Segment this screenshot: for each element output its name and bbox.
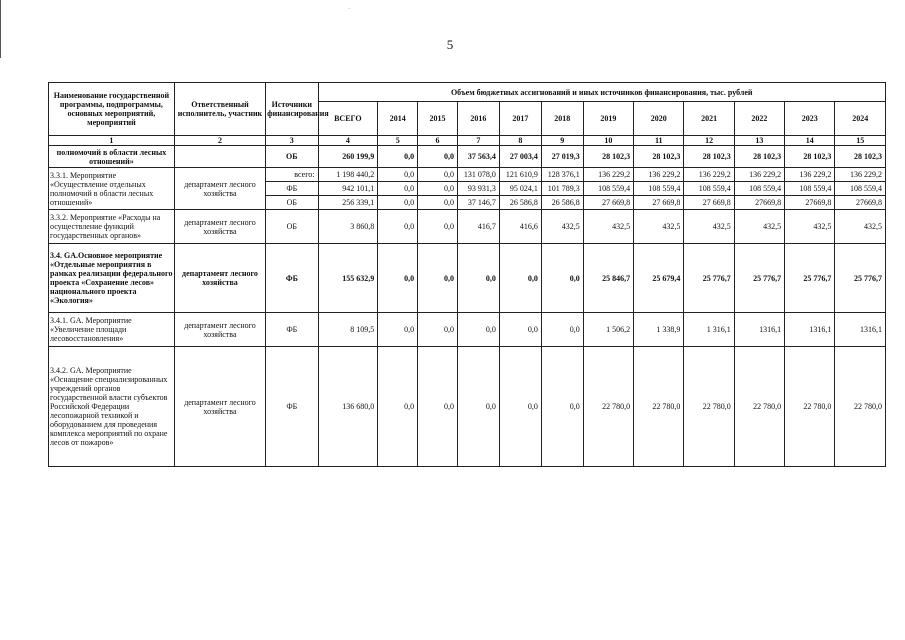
column-number: 6 (418, 136, 458, 146)
value-cell: 27669,8 (734, 196, 784, 210)
header-executor: Ответственный исполнитель, участник (174, 83, 265, 136)
row-source: ФБ (266, 244, 318, 313)
value-cell: 0,0 (378, 347, 418, 467)
value-cell: 28 102,3 (583, 146, 633, 168)
column-number: 4 (318, 136, 378, 146)
header-year: 2018 (541, 102, 583, 136)
value-cell: 136 229,2 (835, 168, 886, 182)
value-cell: 432,5 (785, 210, 835, 244)
value-cell: 37 146,7 (457, 196, 499, 210)
value-cell: 0,0 (378, 210, 418, 244)
value-cell: 0,0 (418, 244, 458, 313)
column-number: 11 (634, 136, 684, 146)
value-cell: 136 229,2 (583, 168, 633, 182)
value-cell: 136 229,2 (634, 168, 684, 182)
value-cell: 0,0 (457, 313, 499, 347)
header-year: 2021 (684, 102, 734, 136)
value-cell: 0,0 (418, 313, 458, 347)
table-row (49, 168, 886, 182)
value-cell: 27669,8 (835, 196, 886, 210)
value-cell: 27 019,3 (541, 146, 583, 168)
value-cell: 128 376,1 (541, 168, 583, 182)
row-source: всего: (266, 168, 318, 182)
value-cell: 22 780,0 (583, 347, 633, 467)
value-cell: 28 102,3 (785, 146, 835, 168)
value-cell: 22 780,0 (734, 347, 784, 467)
value-cell: 25 846,7 (583, 244, 633, 313)
value-cell: 37 563,4 (457, 146, 499, 168)
header-year: 2014 (378, 102, 418, 136)
table-row (49, 313, 886, 347)
row-source: ОБ (266, 146, 318, 168)
value-cell: 416,7 (457, 210, 499, 244)
value-cell: 0,0 (378, 168, 418, 182)
row-name: 3.4.1. GA. Мероприятие «Увеличение площади лесовосстановления» (49, 313, 175, 347)
column-number: 10 (583, 136, 633, 146)
header-year: 2022 (734, 102, 784, 136)
row-executor: департамент лесного хозяйства (174, 168, 265, 210)
value-cell: 260 199,9 (318, 146, 378, 168)
value-cell: 0,0 (499, 244, 541, 313)
value-cell: 22 780,0 (835, 347, 886, 467)
value-cell: 108 559,4 (684, 182, 734, 196)
value-cell: 22 780,0 (634, 347, 684, 467)
value-cell: 22 780,0 (684, 347, 734, 467)
value-cell: 108 559,4 (835, 182, 886, 196)
value-cell: 131 078,0 (457, 168, 499, 182)
header-name: Наименование государственной программы, подпрограммы, основных мероприятий, мероприятий (49, 83, 175, 136)
value-cell: 1 316,1 (684, 313, 734, 347)
table-body (49, 146, 886, 467)
scan-edge-line (0, 0, 1, 58)
column-number: 2 (174, 136, 265, 146)
value-cell: 155 632,9 (318, 244, 378, 313)
table-row (49, 244, 886, 313)
row-executor: департамент лесного хозяйства (174, 244, 265, 313)
column-number: 12 (684, 136, 734, 146)
column-number: 1 (49, 136, 175, 146)
value-cell: 0,0 (457, 347, 499, 467)
value-cell: 1316,1 (734, 313, 784, 347)
value-cell: 0,0 (418, 196, 458, 210)
value-cell: 25 776,7 (734, 244, 784, 313)
value-cell: 101 789,3 (541, 182, 583, 196)
value-cell: 0,0 (541, 347, 583, 467)
value-cell: 432,5 (541, 210, 583, 244)
value-cell: 0,0 (457, 244, 499, 313)
value-cell: 136 229,2 (734, 168, 784, 182)
value-cell: 0,0 (378, 182, 418, 196)
row-name: 3.4.2. GA. Мероприятие «Оснащение специализированных учреждений органов государственной власти субъектов Российской Федерации лесопожарной техникой и оборудованием для проведения комплекса мероприятий по охране лесов от пожаров» (49, 347, 175, 467)
value-cell: 0,0 (378, 244, 418, 313)
value-cell: 0,0 (418, 146, 458, 168)
value-cell: 27 669,8 (634, 196, 684, 210)
column-number: 9 (541, 136, 583, 146)
value-cell: 121 610,9 (499, 168, 541, 182)
row-name: 3.3.2. Мероприятие «Расходы на осуществление функций государственных органов» (49, 210, 175, 244)
column-number: 13 (734, 136, 784, 146)
scan-speck: · (348, 5, 351, 13)
value-cell: 22 780,0 (785, 347, 835, 467)
value-cell: 28 102,3 (684, 146, 734, 168)
header-total: ВСЕГО (318, 102, 378, 136)
value-cell: 136 229,2 (785, 168, 835, 182)
value-cell: 27 669,8 (583, 196, 633, 210)
value-cell: 25 776,7 (835, 244, 886, 313)
column-number: 5 (378, 136, 418, 146)
row-executor: департамент лесного хозяйства (174, 313, 265, 347)
value-cell: 256 339,1 (318, 196, 378, 210)
header-year: 2024 (835, 102, 886, 136)
value-cell: 27 003,4 (499, 146, 541, 168)
header-year: 2016 (457, 102, 499, 136)
column-number: 15 (835, 136, 886, 146)
value-cell: 432,5 (734, 210, 784, 244)
row-name: полномочий в области лесных отношений» (49, 146, 175, 168)
value-cell: 8 109,5 (318, 313, 378, 347)
row-executor (174, 146, 265, 168)
value-cell: 942 101,1 (318, 182, 378, 196)
value-cell: 432,5 (835, 210, 886, 244)
value-cell: 0,0 (499, 313, 541, 347)
value-cell: 26 586,8 (541, 196, 583, 210)
value-cell: 416,6 (499, 210, 541, 244)
value-cell: 0,0 (541, 313, 583, 347)
column-number-row (49, 136, 886, 146)
value-cell: 0,0 (499, 347, 541, 467)
row-name: 3.3.1. Мероприятие «Осуществление отдельных полномочий в области лесных отношений» (49, 168, 175, 210)
value-cell: 28 102,3 (835, 146, 886, 168)
row-name: 3.4. GA.Основное мероприятие «Отдельные мероприятия в рамках реализации федерального проекта «Сохранение лесов» национального проекта «Экология» (49, 244, 175, 313)
value-cell: 26 586,8 (499, 196, 541, 210)
value-cell: 27669,8 (785, 196, 835, 210)
value-cell: 0,0 (418, 347, 458, 467)
budget-table (48, 82, 886, 467)
value-cell: 25 776,7 (684, 244, 734, 313)
value-cell: 1316,1 (785, 313, 835, 347)
value-cell: 93 931,3 (457, 182, 499, 196)
value-cell: 0,0 (378, 313, 418, 347)
value-cell: 136 229,2 (684, 168, 734, 182)
value-cell: 108 559,4 (785, 182, 835, 196)
column-number: 7 (457, 136, 499, 146)
header-year: 2019 (583, 102, 633, 136)
row-executor: департамент лесного хозяйства (174, 210, 265, 244)
value-cell: 1316,1 (835, 313, 886, 347)
value-cell: 108 559,4 (634, 182, 684, 196)
header-row (49, 83, 886, 102)
row-source: ОБ (266, 196, 318, 210)
value-cell: 28 102,3 (734, 146, 784, 168)
value-cell: 0,0 (418, 182, 458, 196)
table-row (49, 146, 886, 168)
value-cell: 27 669,8 (684, 196, 734, 210)
header-year: 2023 (785, 102, 835, 136)
header-volume: Объем бюджетных ассигнований и иных источников финансирования, тыс. рублей (318, 83, 886, 102)
value-cell: 0,0 (378, 146, 418, 168)
value-cell: 432,5 (684, 210, 734, 244)
value-cell: 1 198 440,2 (318, 168, 378, 182)
row-source: ФБ (266, 313, 318, 347)
value-cell: 432,5 (634, 210, 684, 244)
value-cell: 0,0 (418, 210, 458, 244)
table-row (49, 210, 886, 244)
row-executor: департамент лесного хозяйства (174, 347, 265, 467)
header-year: 2015 (418, 102, 458, 136)
column-number: 3 (266, 136, 318, 146)
value-cell: 0,0 (541, 244, 583, 313)
value-cell: 0,0 (378, 196, 418, 210)
row-source: ОБ (266, 210, 318, 244)
value-cell: 28 102,3 (634, 146, 684, 168)
row-source: ФБ (266, 347, 318, 467)
value-cell: 108 559,4 (734, 182, 784, 196)
header-source: Источники финансирования (266, 83, 318, 136)
value-cell: 25 679,4 (634, 244, 684, 313)
value-cell: 95 024,1 (499, 182, 541, 196)
page-number: 5 (446, 37, 454, 52)
value-cell: 1 506,2 (583, 313, 633, 347)
value-cell: 432,5 (583, 210, 633, 244)
column-number: 14 (785, 136, 835, 146)
row-source: ФБ (266, 182, 318, 196)
value-cell: 108 559,4 (583, 182, 633, 196)
header-year: 2020 (634, 102, 684, 136)
value-cell: 136 680,0 (318, 347, 378, 467)
value-cell: 25 776,7 (785, 244, 835, 313)
column-number: 8 (499, 136, 541, 146)
header-year: 2017 (499, 102, 541, 136)
value-cell: 1 338,9 (634, 313, 684, 347)
value-cell: 0,0 (418, 168, 458, 182)
table-row (49, 347, 886, 467)
value-cell: 3 860,8 (318, 210, 378, 244)
